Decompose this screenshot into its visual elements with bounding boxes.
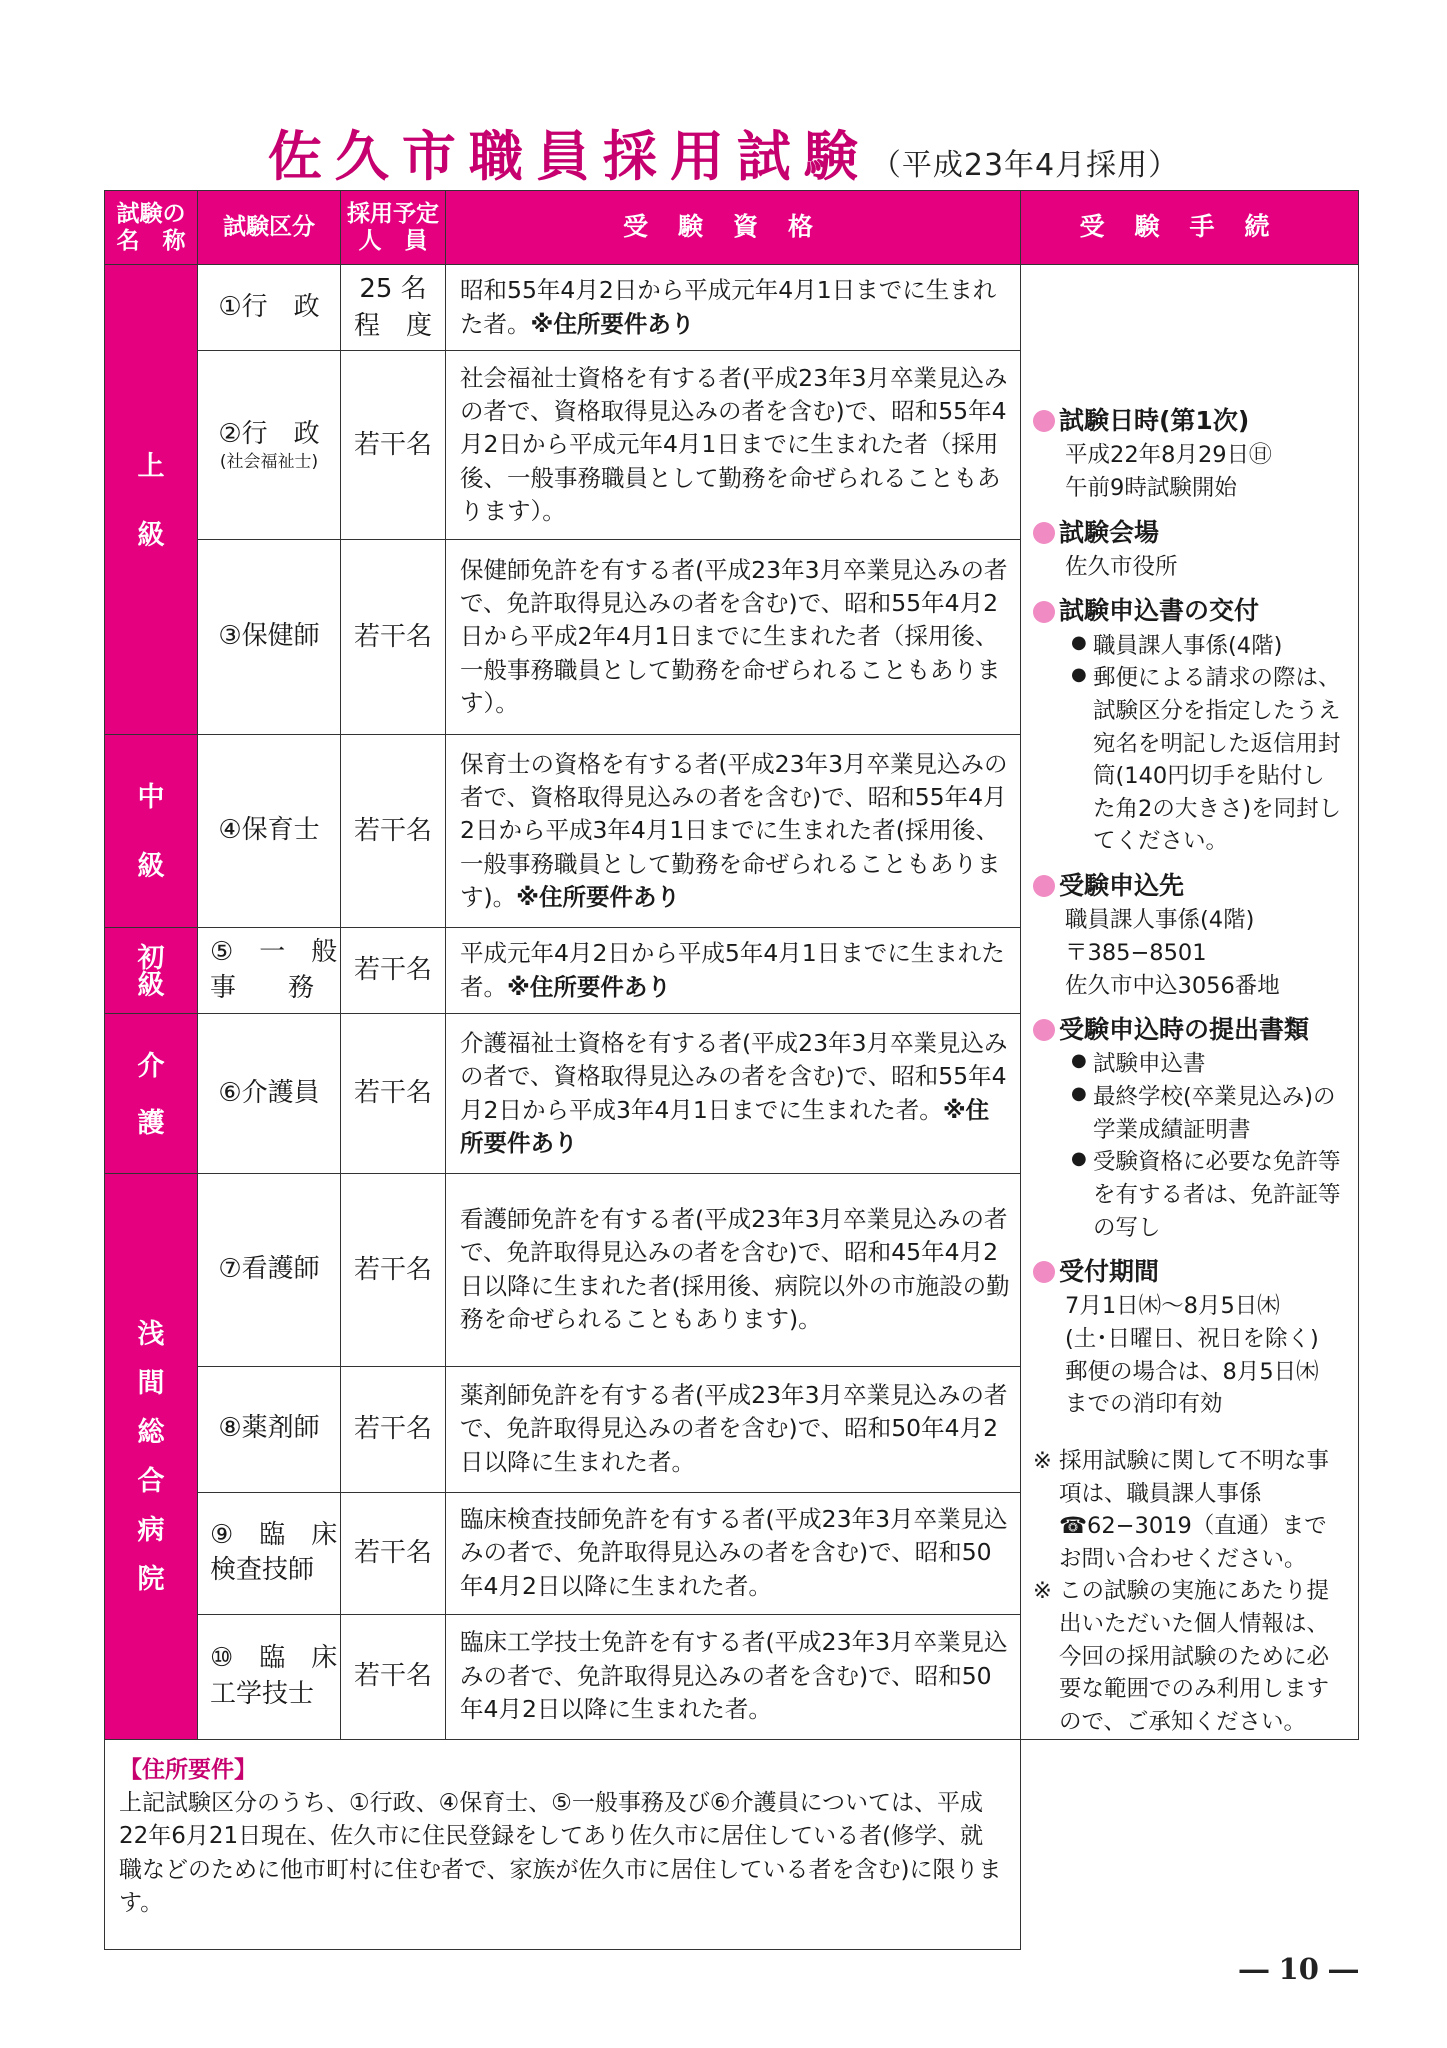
title-main: 佐久市職員採用試験 xyxy=(267,125,871,188)
qualification-cell: 介護福祉士資格を有する者(平成23年3月卒業見込みの者で、資格取得見込みの者を含む)で、昭和55年4月2日から平成3年4月1日までに生まれた者。※住所要件あり xyxy=(446,1014,1021,1174)
pink-dot-icon xyxy=(1033,522,1055,544)
address-note-row xyxy=(105,1739,1359,1949)
grade-kaigo: 介 護 xyxy=(105,1014,198,1174)
category-cell: ⑨ 臨 床 検査技師 xyxy=(198,1492,341,1614)
count-cell: 若干名 xyxy=(341,1366,446,1492)
grade-jokyu: 上 級 xyxy=(105,265,198,735)
exam-date-section: 試験日時(第1次) 平成22年8月29日㊐ 午前9時試験開始 xyxy=(1033,403,1346,505)
category-cell: ①行 政 xyxy=(198,265,341,351)
qualification-cell: 臨床工学技士免許を有する者(平成23年3月卒業見込みの者で、免許取得見込みの者を含む)で、昭和50年4月2日以降に生まれた者。 xyxy=(446,1614,1021,1739)
pink-dot-icon xyxy=(1033,1019,1055,1041)
count-cell: 若干名 xyxy=(341,928,446,1014)
remark-inquiry: 採用試験に関して不明な事項は、職員課人事係☎62−3019（直通）までお問い合わせください。 xyxy=(1059,1447,1330,1572)
page-title xyxy=(0,114,1447,191)
header-count: 採用予定 人 員 xyxy=(341,191,446,265)
exam-venue-section: 試験会場 佐久市役所 xyxy=(1033,515,1346,584)
category-cell: ⑦看護師 xyxy=(198,1174,341,1367)
qualification-cell: 社会福祉士資格を有する者(平成23年3月卒業見込みの者で、資格取得見込みの者を含む)で、昭和55年4月2日から平成元年4月1日までに生まれた者（採用後、一般事務職員として勤務を命ぜられることもあります）。 xyxy=(446,351,1021,540)
count-cell: 若干名 xyxy=(341,1614,446,1739)
pink-dot-icon xyxy=(1033,410,1055,432)
period-section: 受付期間 7月1日㈭〜8月5日㈭ (土･日曜日、祝日を除く) 郵便の場合は、8月5日㈭ までの消印有効 xyxy=(1033,1254,1346,1421)
bullet-icon: ● xyxy=(1071,664,1087,686)
count-cell: 若干名 xyxy=(341,735,446,928)
address-requirement-mark: ※住所要件あり xyxy=(516,883,681,912)
category-cell: ②行 政 (社会福祉士) xyxy=(198,351,341,540)
bullet-icon: ● xyxy=(1071,1050,1087,1072)
remarks: ※ 採用試験に関して不明な事項は、職員課人事係☎62−3019（直通）までお問い合わせください。 ※ この試験の実施にあたり提出いただいた個人情報は、今回の採用試験のために必要な範囲でのみ利用しますので、ご承知ください。 xyxy=(1033,1445,1346,1739)
title-sub: （平成23年4月採用） xyxy=(870,148,1180,183)
address-requirement-mark: ※住所要件あり xyxy=(530,309,695,338)
count-cell: 若干名 xyxy=(341,540,446,735)
apply-to-section: 受験申込先 職員課人事係(4階) 〒385−8501 佐久市中込3056番地 xyxy=(1033,868,1346,1002)
pink-dot-icon xyxy=(1033,1261,1055,1283)
documents-section: 受験申込時の提出書類 ● 試験申込書 ● 最終学校(卒業見込み)の学業成績証明書 ● 受験資格に必要な免許等を有する者は、免許証等の写し xyxy=(1033,1012,1346,1244)
address-requirement-mark: ※住所要件あり xyxy=(460,1095,990,1157)
count-cell: 若干名 xyxy=(341,1174,446,1367)
qualification-cell: 看護師免許を有する者(平成23年3月卒業見込みの者で、免許取得見込みの者を含む)で、昭和45年4月2日以降に生まれた者(採用後、病院以外の市施設の勤務を命ぜられることもあります)。 xyxy=(446,1174,1021,1367)
count-cell: 若干名 xyxy=(341,1014,446,1174)
header-exam-name: 試験の 名 称 xyxy=(105,191,198,265)
category-cell: ⑧薬剤師 xyxy=(198,1366,341,1492)
count-cell: 25 名 程 度 xyxy=(341,265,446,351)
category-cell: ⑥介護員 xyxy=(198,1014,341,1174)
header-category: 試験区分 xyxy=(198,191,341,265)
page-number: ― 10 ― xyxy=(1239,1952,1358,1986)
remark-privacy: この試験の実施にあたり提出いただいた個人情報は、今回の採用試験のために必要な範囲でのみ利用しますので、ご承知ください。 xyxy=(1059,1578,1330,1735)
count-cell: 若干名 xyxy=(341,351,446,540)
header-procedure: 受験手続 xyxy=(1021,191,1359,265)
qualification-cell: 昭和55年4月2日から平成元年4月1日までに生まれた者。※住所要件あり xyxy=(446,265,1021,351)
header-row xyxy=(105,191,1359,265)
category-cell: ⑤ 一 般 事 務 xyxy=(198,928,341,1014)
bullet-icon: ● xyxy=(1071,1083,1087,1104)
address-note xyxy=(105,1739,1021,1949)
count-cell: 若干名 xyxy=(341,1492,446,1614)
pink-dot-icon xyxy=(1033,601,1055,623)
header-qualification: 受験資格 xyxy=(446,191,1021,265)
exam-table xyxy=(104,190,1359,1950)
category-cell: ④保育士 xyxy=(198,735,341,928)
procedure-cell xyxy=(1021,265,1359,1740)
qualification-cell: 平成元年4月2日から平成5年4月1日までに生まれた者。※住所要件あり xyxy=(446,928,1021,1014)
bullet-icon: ● xyxy=(1071,631,1087,653)
address-note-text: 上記試験区分のうち、①行政、④保育士、⑤一般事務及び⑥介護員については、平成22年6月21日現在、佐久市に住民登録をしてあり佐久市に居住している者(修学、就職などのために他市町村に住む者で、家族が佐久市に居住している者を含む)に限ります。 xyxy=(119,1789,1002,1916)
address-note-title: 【住所要件】 xyxy=(119,1756,257,1783)
grade-hospital: 浅 間 総 合 病 院 xyxy=(105,1174,198,1740)
category-cell: ⑩ 臨 床 工学技士 xyxy=(198,1614,341,1739)
qualification-cell: 薬剤師免許を有する者(平成23年3月卒業見込みの者で、免許取得見込みの者を含む)で、昭和50年4月2日以降に生まれた者。 xyxy=(446,1366,1021,1492)
qualification-cell: 保健師免許を有する者(平成23年3月卒業見込みの者で、免許取得見込みの者を含む)で、昭和55年4月2日から平成2年4月1日までに生まれた者（採用後、一般事務職員として勤務を命ぜられることもあります）。 xyxy=(446,540,1021,735)
table-row xyxy=(105,265,1359,351)
qualification-cell: 保育士の資格を有する者(平成23年3月卒業見込みの者で、資格取得見込みの者を含む)で、昭和55年4月2日から平成3年4月1日までに生まれた者(採用後、一般事務職員として勤務を命ぜられることもあります)。※住所要件あり xyxy=(446,735,1021,928)
grade-shokyu: 初 級 xyxy=(105,928,198,1014)
application-form-section: 試験申込書の交付 ● 職員課人事係(4階) ● 郵便による請求の際は、試験区分を指定したうえ宛名を明記した返信用封筒(140円切手を貼付した角2の大きさ)を同封してください。 xyxy=(1033,593,1346,858)
qualification-cell: 臨床検査技師免許を有する者(平成23年3月卒業見込みの者で、免許取得見込みの者を含む)で、昭和50年4月2日以降に生まれた者。 xyxy=(446,1492,1021,1614)
category-cell: ③保健師 xyxy=(198,540,341,735)
pink-dot-icon xyxy=(1033,875,1055,897)
bullet-icon: ● xyxy=(1071,1148,1087,1170)
grade-chukyu: 中 級 xyxy=(105,735,198,928)
address-requirement-mark: ※住所要件あり xyxy=(507,972,671,1001)
